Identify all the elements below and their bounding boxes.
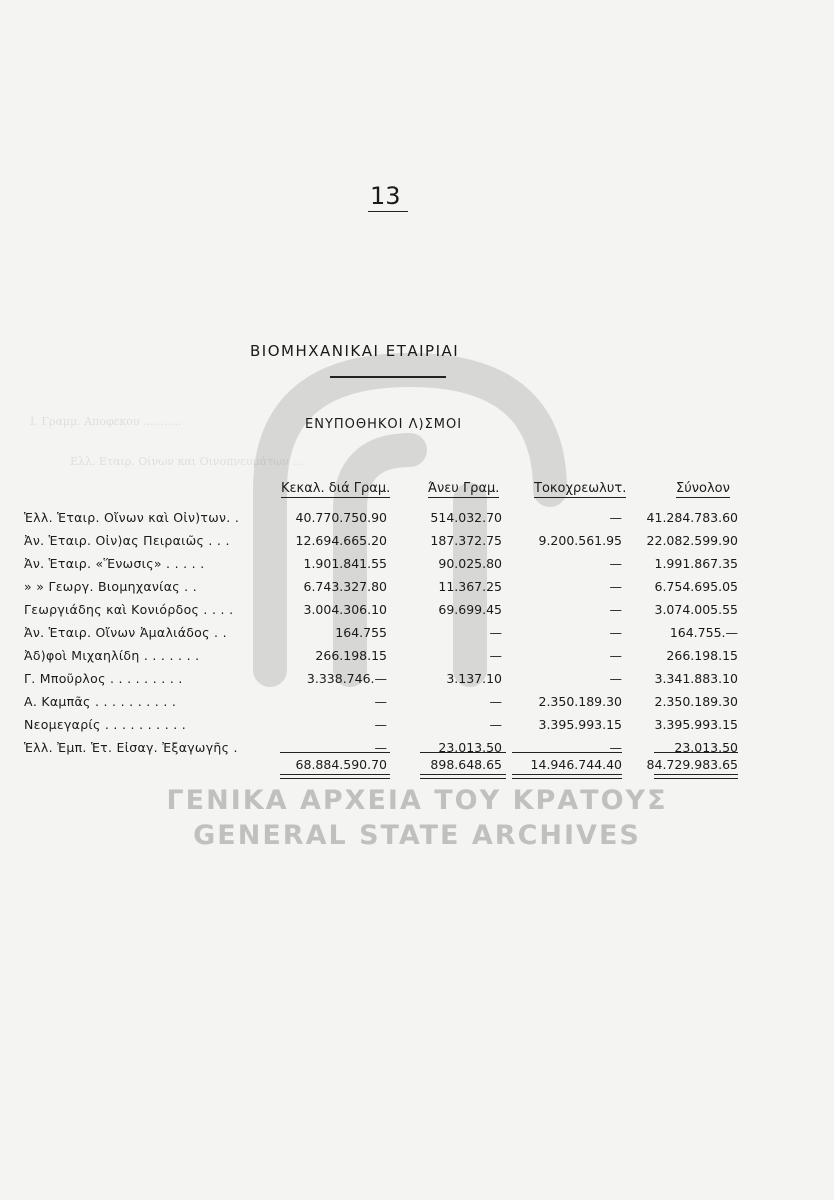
cell-total: 3.395.993.15 (654, 717, 738, 732)
row-label: Γεωργιάδης καὶ Κονιόρδος . . . . (24, 602, 234, 617)
table-row (0, 717, 834, 739)
total-double-rule (280, 774, 390, 779)
cell-with-note: 164.755 (335, 625, 387, 640)
cell-amortization: — (609, 510, 622, 525)
cell-without-note: 23.013.50 (438, 740, 502, 755)
cell-amortization: — (609, 579, 622, 594)
cell-amortization: — (609, 740, 622, 755)
total-double-rule (654, 774, 738, 779)
cell-total: 6.754.695.05 (654, 579, 738, 594)
cell-with-note: — (374, 717, 387, 732)
row-label: Ἑλλ. Ἐμπ. Ἑτ. Εἰσαγ. Ἐξαγωγῆς . (24, 740, 238, 755)
cell-without-note: — (489, 717, 502, 732)
cell-with-note: 1.901.841.55 (303, 556, 387, 571)
row-label: Γ. Μποῦρλος . . . . . . . . . (24, 671, 183, 686)
cell-without-note: 11.367.25 (438, 579, 502, 594)
total-cell: 84.729.983.65 (646, 757, 738, 772)
total-double-rule (420, 774, 506, 779)
column-header-without-note: Άνευ Γραμ. (428, 481, 500, 496)
row-label: Ἀν. Ἑταιρ. Οἰν)ας Πειραιῶς . . . (24, 533, 230, 548)
cell-with-note: 12.694.665.20 (295, 533, 387, 548)
sum-rule (512, 752, 622, 753)
column-header-amortization: Τοκοχρεωλυτ. (534, 481, 627, 496)
total-cell: 898.648.65 (430, 757, 502, 772)
sum-rule (654, 752, 738, 753)
bleed-through-text: Ελλ. Εταιρ. Οίνων και Οινοπνευμάτων ... (70, 455, 303, 468)
sum-rule (280, 752, 390, 753)
row-label: Νεομεγαρίς . . . . . . . . . . (24, 717, 187, 732)
table-row (0, 671, 834, 693)
archive-watermark-greek: ΓΕΝΙΚΑ ΑΡΧΕΙΑ ΤΟΥ ΚΡΑΤΟΥΣ (166, 785, 668, 816)
cell-with-note: 6.743.327.80 (303, 579, 387, 594)
cell-total: 266.198.15 (666, 648, 738, 663)
cell-with-note: — (374, 740, 387, 755)
archive-watermark-english: GENERAL STATE ARCHIVES (193, 820, 641, 851)
cell-with-note: 3.338.746.— (306, 671, 387, 686)
table-row (0, 556, 834, 578)
cell-amortization: 3.395.993.15 (538, 717, 622, 732)
title-rule (330, 376, 446, 378)
cell-amortization: — (609, 625, 622, 640)
cell-total: 164.755.— (669, 625, 738, 640)
bleed-through-text: I. Γραμμ. Αποφεκου ........... (30, 415, 182, 428)
total-double-rule (512, 774, 622, 779)
column-header-with-note: Κεκαλ. διά Γραμ. (281, 481, 391, 496)
page-number: 13 (370, 182, 401, 210)
row-label: Ἑλλ. Ἑταιρ. Οἴνων καὶ Οἰν)των. . (24, 510, 240, 525)
row-label: » » Γεωργ. Βιομηχανίας . . (24, 579, 197, 594)
table-row (0, 602, 834, 624)
cell-total: 41.284.783.60 (646, 510, 738, 525)
cell-without-note: 69.699.45 (438, 602, 502, 617)
cell-with-note: 266.198.15 (315, 648, 387, 663)
table-subtitle: ΕΝΥΠΟΘΗΚΟΙ Λ)ΣΜΟΙ (305, 417, 463, 432)
cell-without-note: — (489, 694, 502, 709)
cell-total: 23.013.50 (674, 740, 738, 755)
sum-rule (420, 752, 506, 753)
cell-without-note: — (489, 648, 502, 663)
page-number-underline (368, 211, 408, 212)
cell-amortization: — (609, 602, 622, 617)
cell-amortization: — (609, 671, 622, 686)
cell-without-note: — (489, 625, 502, 640)
table-row (0, 533, 834, 555)
row-label: Ἀν. Ἑταιρ. «Ἕνωσις» . . . . . (24, 556, 205, 571)
cell-total: 3.074.005.55 (654, 602, 738, 617)
column-header-total: Σύνολον (676, 481, 730, 496)
section-title: ΒΙΟΜΗΧΑΝΙΚΑΙ ΕΤΑΙΡΙΑΙ (250, 342, 460, 360)
cell-without-note: 187.372.75 (430, 533, 502, 548)
row-label: Ἀδ)φοὶ Μιχαηλίδη . . . . . . . (24, 648, 200, 663)
cell-total: 22.082.599.90 (646, 533, 738, 548)
cell-amortization: 9.200.561.95 (538, 533, 622, 548)
total-cell: 68.884.590.70 (295, 757, 387, 772)
cell-without-note: 90.025.80 (438, 556, 502, 571)
cell-amortization: — (609, 556, 622, 571)
table-row (0, 510, 834, 532)
cell-amortization: 2.350.189.30 (538, 694, 622, 709)
cell-with-note: — (374, 694, 387, 709)
table-row (0, 648, 834, 670)
table-row (0, 579, 834, 601)
cell-total: 2.350.189.30 (654, 694, 738, 709)
cell-total: 1.991.867.35 (654, 556, 738, 571)
cell-total: 3.341.883.10 (654, 671, 738, 686)
cell-without-note: 3.137.10 (446, 671, 502, 686)
cell-with-note: 3.004.306.10 (303, 602, 387, 617)
cell-amortization: — (609, 648, 622, 663)
cell-with-note: 40.770.750.90 (295, 510, 387, 525)
cell-without-note: 514.032.70 (430, 510, 502, 525)
total-cell: 14.946.744.40 (530, 757, 622, 772)
row-label: Α. Καμπᾶς . . . . . . . . . . (24, 694, 177, 709)
table-row (0, 694, 834, 716)
table-row (0, 625, 834, 647)
row-label: Ἀν. Ἑταιρ. Οἴνων Ἀμαλιάδος . . (24, 625, 227, 640)
